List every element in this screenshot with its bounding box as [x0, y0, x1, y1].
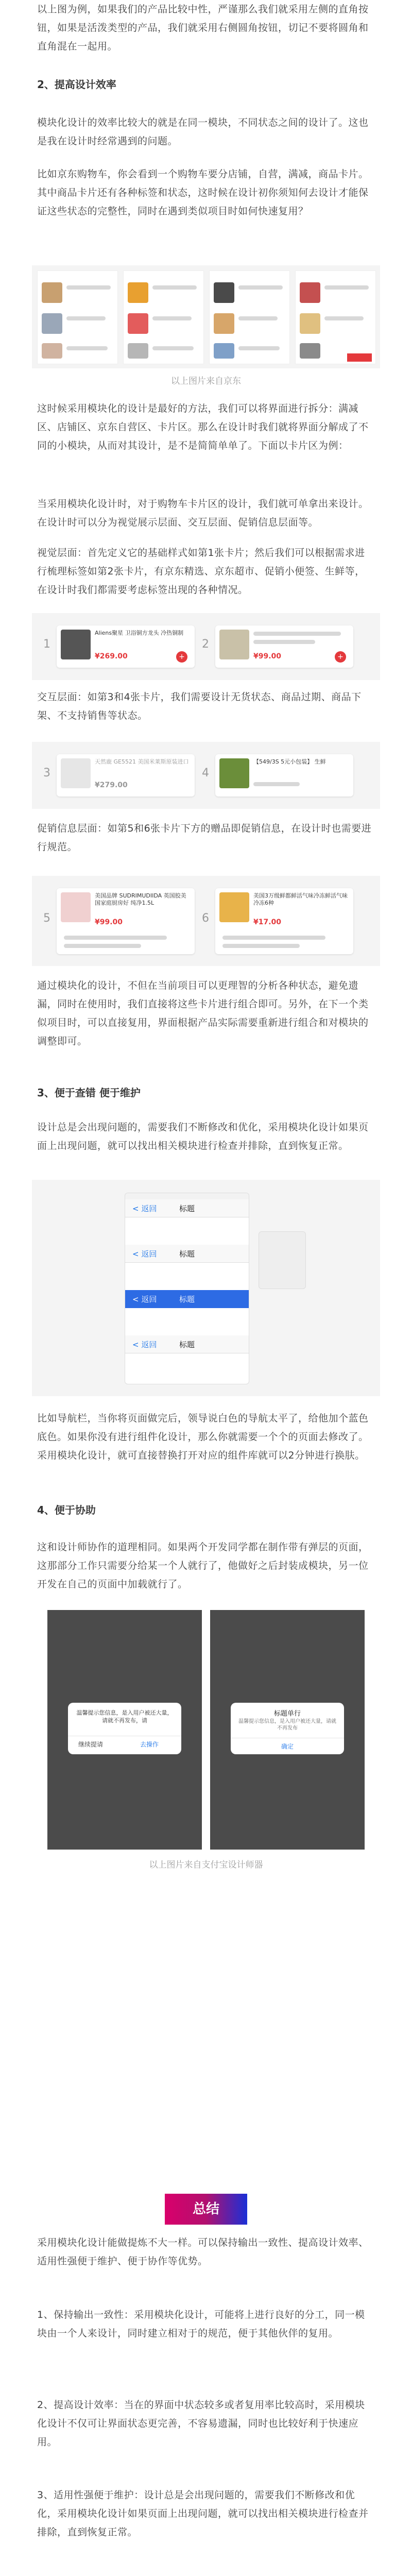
- back-button[interactable]: < 返回: [132, 1340, 157, 1349]
- navbar-demo-panel: [32, 1180, 380, 1396]
- card-price: ¥99.00: [95, 918, 123, 926]
- card-title: 美国品牌 SUDRIMUDIIDA 英国胶美国家庭厨房好 纯净1.5L: [95, 892, 186, 906]
- dialog-text: 温馨提示您信息，是入用户被还大量，请就不再发布: [238, 1719, 336, 1731]
- navbar-blue: [125, 1290, 249, 1308]
- card-price: ¥279.00: [95, 781, 128, 789]
- dialog-demo-1: [47, 1610, 202, 1850]
- nav-title: 标题: [179, 1249, 195, 1259]
- s4-paragraph-1: 这和设计师协作的道理相同。如果两个开发同学都在制作带有弹层的页面，这那部分工作只需要分给某一个人就行了，他做好之后封装成模块，另一位开发在自己的页面中加载就行了。: [37, 1541, 369, 1590]
- dialog-title: 标题单行: [273, 1710, 301, 1718]
- cards-panel-3: [32, 876, 380, 966]
- card-title: Aliens聚星 卫浴铜方龙头 冷热铜制: [95, 630, 184, 636]
- summary-banner: 总结: [165, 2194, 247, 2225]
- card-price: ¥17.00: [253, 918, 282, 926]
- summary-paragraph-1: 采用模块化设计能做提炼不大一样。可以保持输出一致性、提高设计效率、适用性强便于维护、便于协作等优势。: [37, 2237, 369, 2267]
- add-cart-icon[interactable]: +: [176, 651, 187, 663]
- card-number-4: 4: [202, 767, 209, 779]
- s3-paragraph-1: 设计总是会出现问题的，需要我们不断修改和优化，采用模块化设计如果页面上出现问题，就可以找出相关模块进行检查并排除，直到恢复正常。: [37, 1122, 369, 1151]
- dialog-text: 温馨提示您信息，是入用户被还大量，请就不再发布，请: [76, 1709, 173, 1724]
- s2-paragraph-6: 交互层面：如第3和4张卡片，我们需要设计无货状态、商品过期、商品下架、不支持销售等状态。: [37, 691, 362, 721]
- section-4-title: 4、便于协助: [37, 1504, 96, 1516]
- card-price: ¥99.00: [253, 652, 282, 660]
- product-image: [61, 630, 91, 659]
- summary-paragraph-4: 3、适用性强便于维护：设计总是会出现问题的，需要我们不断修改和优化，采用模块化设计如果页面上出现问题，就可以找出相关模块进行检查并排除，直到恢复正常。: [37, 2489, 369, 2538]
- dialog-confirm-button[interactable]: 确定: [281, 1743, 294, 1750]
- nav-title: 标题: [179, 1295, 195, 1304]
- navbar-default-2: [125, 1245, 249, 1263]
- dialog-demo-2: [210, 1610, 365, 1850]
- card-title: 天然鹿 GE5521 美国米莱斯原装进口: [95, 758, 189, 765]
- card-number-1: 1: [43, 638, 50, 651]
- card-title: 【549/3S 5元小包装】 生鲜: [253, 758, 326, 765]
- dialog-left-button[interactable]: 继续提请: [78, 1741, 104, 1748]
- section-2-title: 2、提高设计效率: [37, 78, 116, 91]
- s2-paragraph-3: 这时候采用模块化的设计是最好的方法，我们可以将界面进行拆分：满减区、店铺区、京东自营区、卡片区。那么在设计时我们就将界面分解成了不同的小模块，从而对其设计，是不是简简单单了。下面以卡片区为例：: [37, 403, 369, 451]
- alert-dialog: [231, 1703, 344, 1754]
- navbar-default: [125, 1199, 249, 1217]
- cards-panel-2: [32, 742, 380, 809]
- s2-paragraph-4: 当采用模块化设计时，对于购物车卡片区的设计，我们就可单拿出来设计。在设计时可以分为视觉展示层面、交互层面、促销信息层面等。: [37, 498, 369, 528]
- cart-card-6: [215, 888, 353, 954]
- s2-paragraph-8: 通过模块化的设计，不但在当前项目可以更理智的分析各种状态，避免遗漏，同时在使用时，我们直接将这些卡片进行组合即可。另外，在下一个类似项目时，可以直接复用，界面根据产品实际需要重新进行组合和对模块的调整即可。: [37, 980, 369, 1047]
- jd-screenshot-2: [123, 270, 204, 364]
- product-image: [219, 892, 249, 922]
- alipay-caption: 以上图片来自支付宝设计师器: [149, 1860, 263, 1870]
- dialog-right-button[interactable]: 去操作: [140, 1741, 159, 1748]
- summary-paragraph-2: 1、保持输出一致性：采用模块化设计，可能将上进行良好的分工，同一模块由一个人来设计，同时建立相对于的规范，便于其他伙伴的复用。: [37, 2309, 365, 2339]
- product-image: [61, 758, 91, 788]
- s2-paragraph-1: 模块化设计的效率比较大的就是在同一模块，不同状态之间的设计了。这也是我在设计时经常遇到的问题。: [37, 117, 369, 147]
- nav-title: 标题: [179, 1340, 195, 1349]
- s3-paragraph-2: 比如导航栏，当你将页面做完后，领导说白色的导航太平了，给他加个蓝色底色。如果你没有进行组件化设计，那么你就需要一个个的页面去修改了。采用模块化设计，就可直接替换打开对应的组件库就可以2分钟进行换肤。: [37, 1413, 369, 1461]
- cart-card-5: [57, 888, 195, 954]
- phone-mock-1: [125, 1193, 249, 1384]
- card-number-6: 6: [202, 912, 209, 925]
- card-number-2: 2: [202, 638, 209, 651]
- jd-screenshot-1: [37, 270, 118, 364]
- s2-paragraph-7: 促销信息层面：如第5和6张卡片下方的赠品即促销信息，在设计时也需要进行规范。: [37, 823, 372, 853]
- product-image: [219, 758, 249, 788]
- cart-card-2: [215, 625, 353, 668]
- product-image: [61, 892, 91, 922]
- nav-title: 标题: [179, 1204, 195, 1213]
- confirm-dialog: [68, 1703, 181, 1754]
- back-button[interactable]: < 返回: [132, 1295, 157, 1304]
- s2-paragraph-2: 比如京东购物车，你会看到一个购物车要分店铺，自营，满减，商品卡片。其中商品卡片还有各种标签和状态，这时候在设计初你须知何去设计才能保证这些状态的完整性，同时在遇到类似项目时如何快速复用？: [37, 168, 369, 217]
- card-number-3: 3: [43, 767, 50, 779]
- back-button[interactable]: < 返回: [132, 1204, 157, 1213]
- cart-card-3: [57, 754, 195, 796]
- preview-thumb: [259, 1231, 306, 1289]
- back-button[interactable]: < 返回: [132, 1249, 157, 1259]
- add-cart-icon[interactable]: +: [335, 651, 346, 663]
- summary-paragraph-3: 2、提高设计效率：当在的界面中状态较多或者复用率比较高时，采用模块化设计不仅可让界面状态更完善，不容易遗漏，同时也比较好利于快速应用。: [37, 2399, 365, 2448]
- jd-caption: 以上图片来自京东: [171, 376, 241, 386]
- product-image: [219, 630, 249, 659]
- jd-screenshot-4: [295, 270, 376, 364]
- intro-paragraph: 以上图为例，如果我们的产品比较中性，严谨那么我们就采用左侧的直角按钮，如果是活泼类型的产品，我们就采用右侧圆角按钮，切记不要将圆角和直角混在一起用。: [37, 4, 369, 52]
- navbar-search: [125, 1335, 249, 1353]
- jd-screenshots-strip: [32, 265, 380, 368]
- card-title: 美国3万级鲜都鲜活气味冷冻鲜活气味冷冻6种: [253, 892, 348, 906]
- card-price: ¥269.00: [95, 652, 128, 660]
- s2-paragraph-5: 视觉层面：首先定义它的基础样式如第1张卡片；然后我们可以根据需求进行梳理标签如第2张卡片，有京东精选、京东超市、促销小便签、生鲜等，在设计时我们都需要考虑标签出现的各种情况。: [37, 547, 365, 596]
- card-number-5: 5: [43, 912, 50, 925]
- cart-card-1: [57, 625, 195, 668]
- cards-panel-1: [32, 613, 380, 680]
- cart-card-4: [215, 754, 353, 796]
- section-3-title: 3、便于查错 便于维护: [37, 1087, 141, 1099]
- jd-screenshot-3: [209, 270, 290, 364]
